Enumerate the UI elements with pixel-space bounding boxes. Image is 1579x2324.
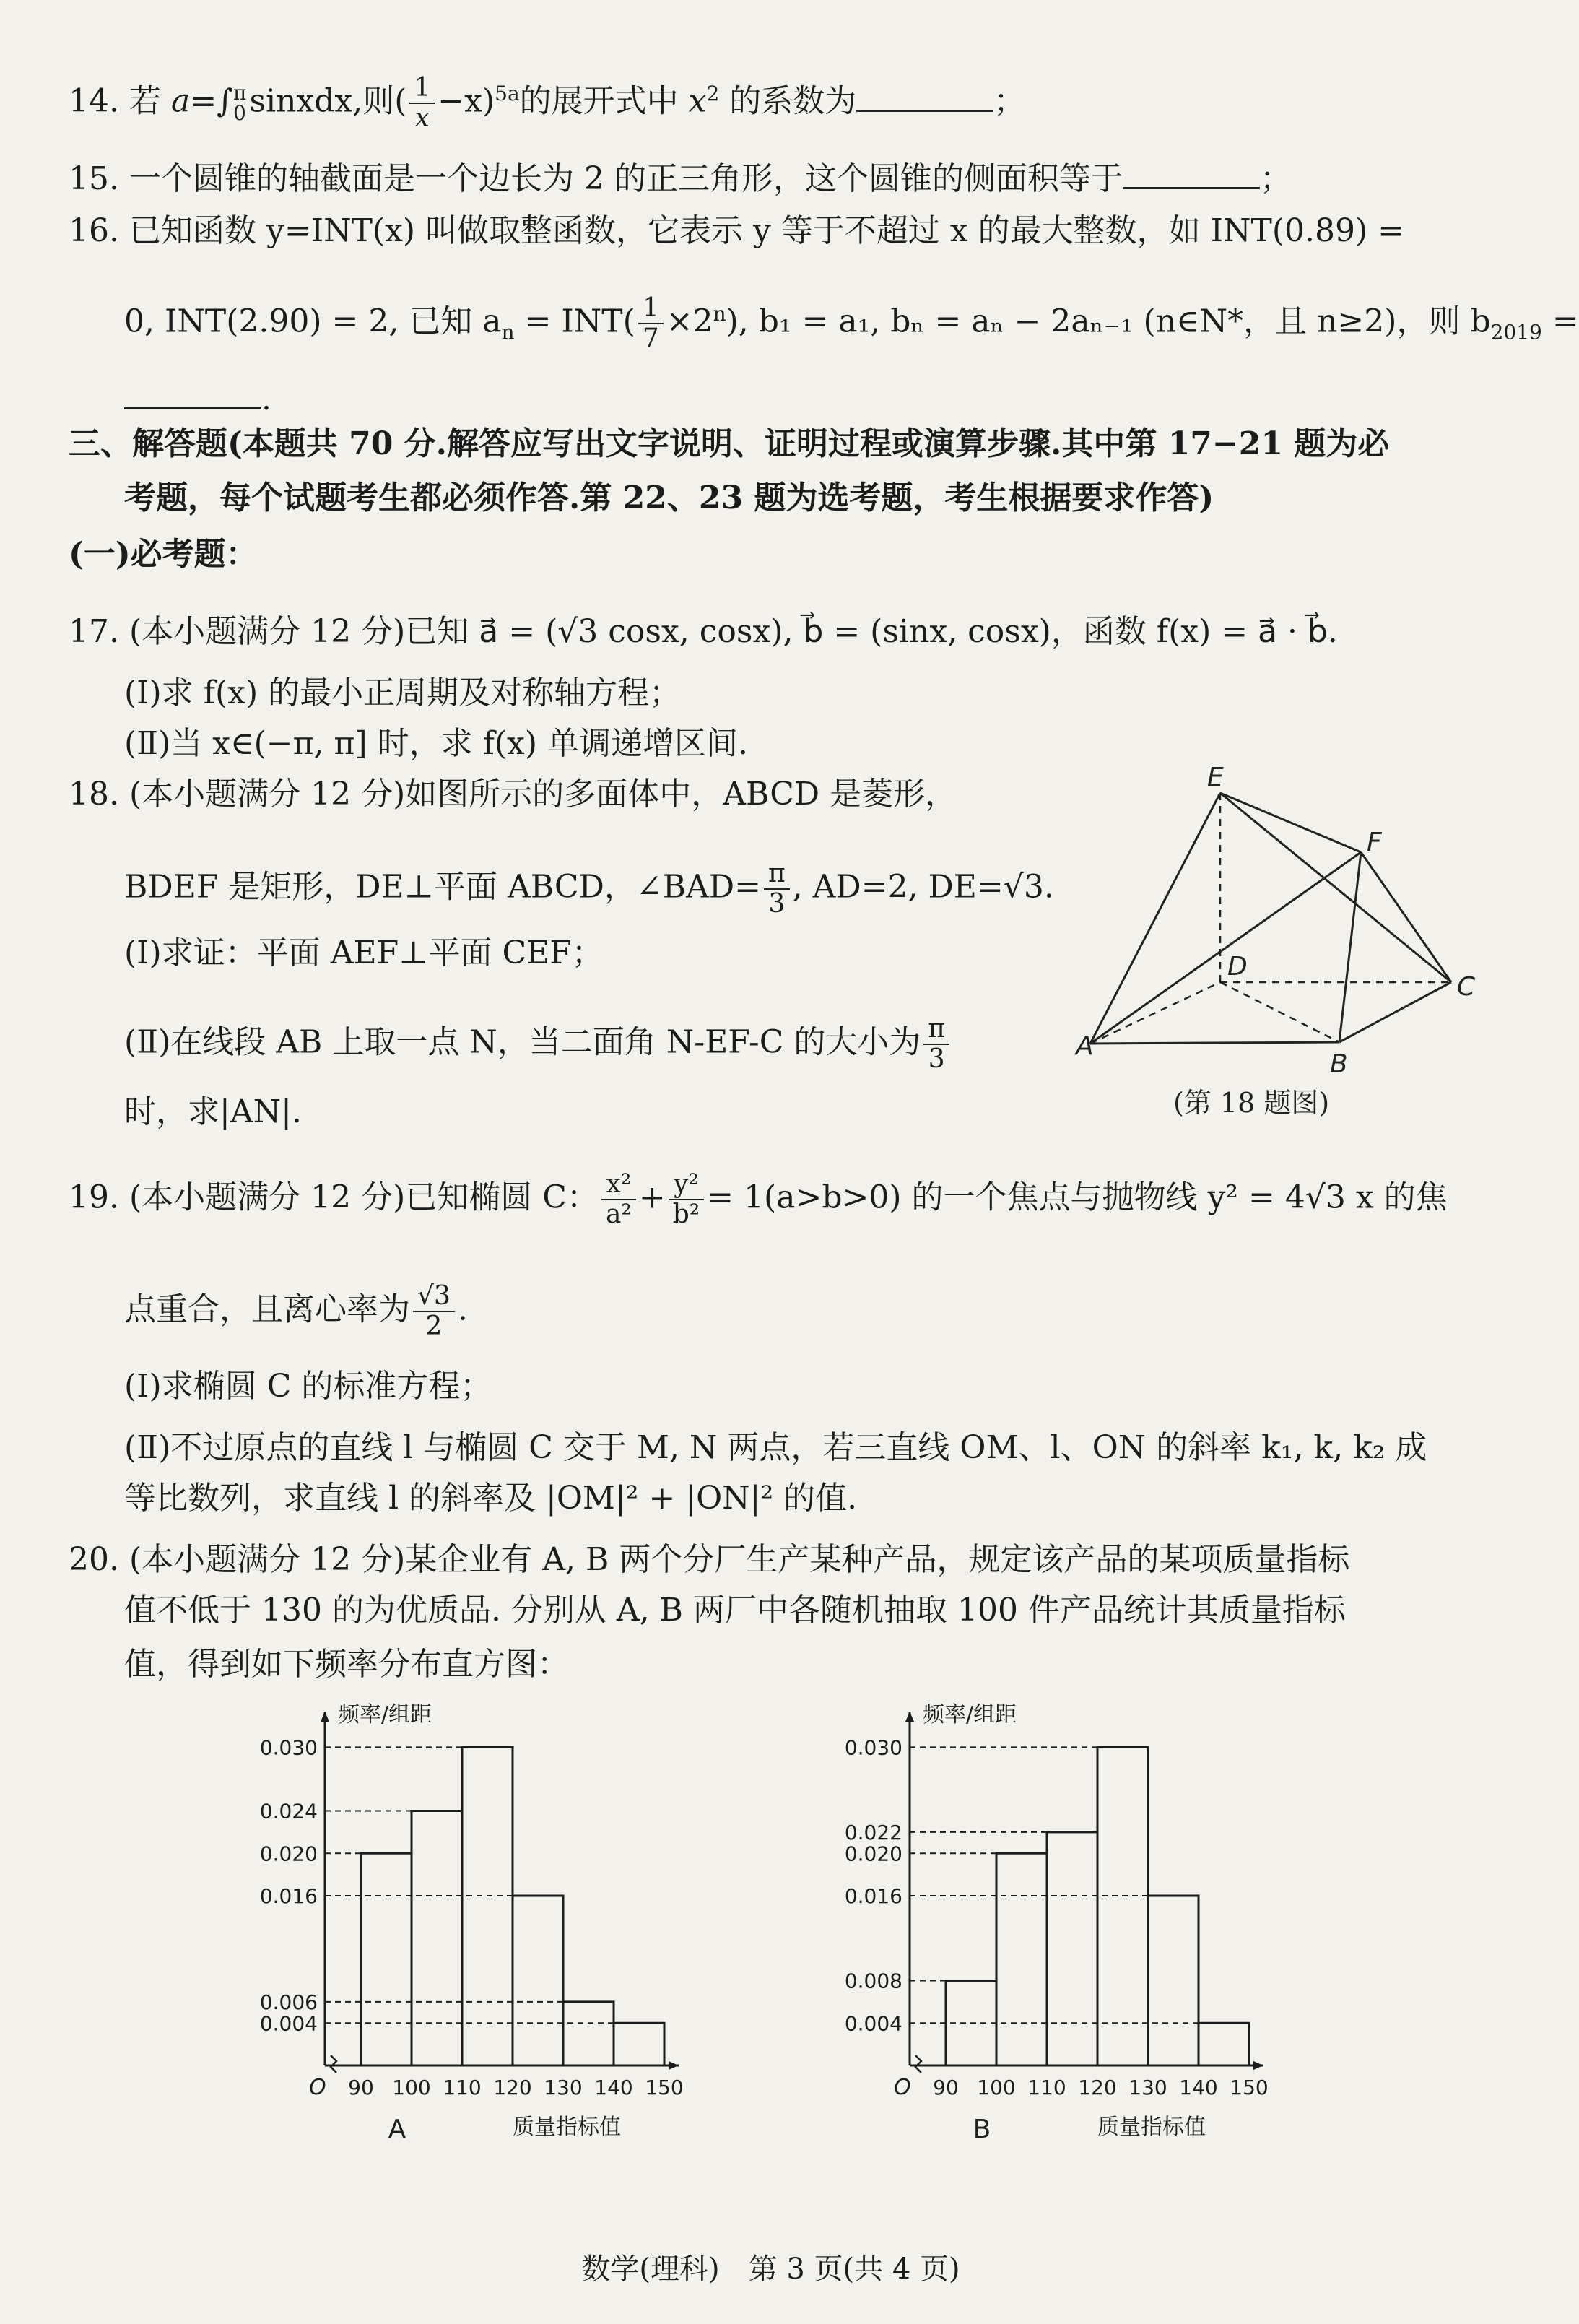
chart-title: A	[388, 2115, 406, 2144]
x-tick-label: 100	[977, 2076, 1016, 2099]
x-tick-label: 150	[645, 2076, 684, 2099]
question-20: 20. (本小题满分 12 分)某企业有 A, B 两个分厂生产某种产品，规定该产品的某项质量指标	[69, 1541, 1350, 1578]
question-19-line2: 点重合，且离心率为 $\frac{√3}{2}$ .	[124, 1281, 468, 1341]
question-18-part-1: (Ⅰ)求证：平面 AEF⊥平面 CEF；	[124, 935, 604, 971]
question-15: 15. 一个圆锥的轴截面是一个边长为 2 的正三角形，这个圆锥的侧面积等于 ；	[69, 155, 1292, 201]
histogram-bar	[1047, 1832, 1097, 2065]
histogram-bar	[1199, 2023, 1249, 2065]
origin-label: O	[309, 2075, 326, 2100]
question-18-line2: BDEF 是矩形，DE⊥平面 ABCD，∠BAD= $\frac{\pi}{3}$ , AD=2, DE=√3.	[124, 859, 1054, 919]
label-D: D	[1227, 952, 1248, 981]
fraction: $\frac{1}{7}$	[638, 294, 664, 353]
section-3-heading: 三、解答题(本题共 70 分.解答应写出文字说明、证明过程或演算步骤.其中第 17−21 题为必	[69, 425, 1390, 462]
label-B: B	[1330, 1049, 1348, 1079]
question-16-line2: 0, INT(2.90) = 2, 已知 $a_n = INT$( $\frac{1}{7}$ $\times 2^n$), b₁ = a₁, bₙ = aₙ − 2aₙ₋₁ (n∈N*，且 n≥2)，则 $b_{2019}$ =	[124, 293, 1579, 354]
label-F: F	[1367, 828, 1382, 857]
x-tick-label: 110	[443, 2076, 482, 2099]
answer-blank[interactable]	[856, 78, 993, 112]
section-3-heading-line2: 考题，每个试题考生都必须作答.第 22、23 题为选考题，考生根据要求作答)	[124, 480, 1214, 516]
question-19-part-2-line2: 等比数列，求直线 l 的斜率及 |OM|² + |ON|² 的值.	[124, 1480, 858, 1517]
part-1-heading: (一)必考题：	[69, 536, 258, 573]
edge-EC	[1220, 793, 1451, 982]
histogram-bar	[1148, 1896, 1199, 2065]
chart-title: B	[973, 2115, 991, 2144]
question-17: 17. (本小题满分 12 分)已知 a⃗ = (√3 cosx, cosx), b⃗ = (sinx, cosx)，函数 f(x) = a⃗ · b⃗.	[69, 613, 1338, 650]
edge-AE	[1090, 793, 1220, 1044]
y-tick-label: 0.016	[259, 1884, 318, 1908]
answer-blank[interactable]	[124, 376, 261, 409]
axis-break	[331, 2055, 336, 2073]
question-18-part-2-end: 时，求|AN|.	[124, 1093, 302, 1130]
edge-AB	[1090, 1042, 1339, 1044]
x-tick-label: 120	[1078, 2076, 1117, 2099]
y-tick-label: 0.016	[844, 1884, 902, 1908]
histogram-bar	[563, 2002, 614, 2065]
answer-blank[interactable]	[1123, 155, 1260, 189]
y-tick-label: 0.004	[259, 2011, 318, 2036]
histogram-B	[816, 1690, 1365, 2145]
edge-FC	[1361, 852, 1451, 982]
axis-break	[915, 2055, 921, 2073]
question-14: 14. 若 a=∫ π 0 sinxdx,则( $\frac{1}{x}$ −x)$^{5a}$的展开式中 $x^2$ 的系数为 ；	[69, 73, 1026, 134]
page-footer: 数学(理科) 第 3 页(共 4 页)	[581, 2253, 960, 2286]
x-tick-label: 130	[1128, 2076, 1167, 2099]
edge-BC	[1339, 982, 1451, 1042]
polyhedron-figure	[1076, 763, 1480, 1156]
x-axis-label: 质量指标值	[513, 2115, 621, 2140]
histogram-A	[231, 1690, 780, 2145]
question-18: 18. (本小题满分 12 分)如图所示的多面体中，ABCD 是菱形，	[69, 776, 957, 812]
y-tick-label: 0.030	[844, 1735, 902, 1760]
x-axis-arrow	[1253, 2061, 1263, 2070]
fraction: $\frac{\pi}{3}$	[923, 1015, 949, 1074]
x-tick-label: 110	[1027, 2076, 1066, 2099]
label-E: E	[1207, 763, 1224, 792]
y-tick-label: 0.020	[259, 1842, 318, 1866]
y-tick-label: 0.020	[844, 1842, 902, 1866]
question-19: 19. (本小题满分 12 分)已知椭圆 C： $\frac{\text{x²}}{\text{a²}}$ + $\frac{\text{y²}}{\text{b²}}$ = 1(a>b>0) 的一个焦点与抛物线 y² = 4√3 x 的焦	[69, 1169, 1448, 1229]
x-tick-label: 90	[348, 2076, 374, 2099]
fraction: $\frac{1}{x}$	[409, 74, 435, 133]
y-axis-arrow	[905, 1712, 914, 1722]
origin-label: O	[894, 2075, 911, 2100]
x-tick-label: 100	[392, 2076, 431, 2099]
x-tick-label: 140	[1179, 2076, 1218, 2099]
histogram-bar	[412, 1811, 462, 2066]
edge-DB	[1220, 982, 1339, 1042]
edge-FB	[1339, 852, 1361, 1042]
histogram-bar	[614, 2023, 664, 2065]
question-16-line3: .	[124, 376, 271, 421]
x-axis-label: 质量指标值	[1097, 2115, 1206, 2140]
x-tick-label: 130	[544, 2076, 583, 2099]
x-tick-label: 120	[493, 2076, 532, 2099]
y-tick-label: 0.008	[844, 1969, 902, 1993]
figure-caption: (第 18 题图)	[1173, 1087, 1330, 1119]
x-tick-label: 90	[933, 2076, 959, 2099]
question-19-part-1: (Ⅰ)求椭圆 C 的标准方程；	[124, 1368, 492, 1405]
question-20-line2: 值不低于 130 的为优质品. 分别从 A, B 两厂中各随机抽取 100 件产品统计其质量指标	[124, 1592, 1346, 1629]
question-17-part-1: (Ⅰ)求 f(x) 的最小正周期及对称轴方程；	[124, 675, 682, 711]
x-axis-arrow	[669, 2061, 679, 2070]
histogram-bar	[462, 1747, 513, 2065]
question-19-part-2: (Ⅱ)不过原点的直线 l 与椭圆 C 交于 M, N 两点，若三直线 OM、l、ON 的斜率 k₁, k, k₂ 成	[124, 1429, 1427, 1466]
fraction: $\frac{\text{x²}}{\text{a²}}$	[601, 1170, 636, 1229]
histogram-bar	[996, 1853, 1047, 2065]
histogram-bar	[1097, 1747, 1148, 2065]
edge-AF	[1090, 852, 1361, 1044]
y-tick-label: 0.022	[844, 1820, 902, 1844]
label-A: A	[1076, 1031, 1094, 1061]
y-axis-label: 频率/组距	[923, 1702, 1017, 1727]
y-tick-label: 0.024	[259, 1799, 318, 1824]
fraction: $\frac{\pi}{3}$	[764, 859, 790, 919]
edge-AD	[1090, 982, 1220, 1044]
question-17-part-2: (Ⅱ)当 x∈(−π, π] 时，求 f(x) 单调递增区间.	[124, 725, 748, 762]
y-axis-label: 频率/组距	[338, 1702, 432, 1727]
label-C: C	[1457, 972, 1476, 1002]
question-20-line3: 值，得到如下频率分布直方图：	[124, 1646, 569, 1683]
edge-EF	[1220, 793, 1361, 852]
question-16: 16. 已知函数 y=INT(x) 叫做取整函数，它表示 y 等于不超过 x 的最大整数，如 INT(0.89) =	[69, 212, 1405, 249]
histogram-bar	[513, 1896, 563, 2065]
y-axis-arrow	[321, 1712, 329, 1722]
x-tick-label: 150	[1230, 2076, 1269, 2099]
y-tick-label: 0.006	[259, 1990, 318, 2014]
fraction: $\frac{√3}{2}$	[413, 1282, 455, 1341]
histogram-bar	[361, 1853, 412, 2065]
y-tick-label: 0.030	[259, 1735, 318, 1760]
fraction: $\frac{\text{y²}}{\text{b²}}$	[669, 1170, 704, 1229]
x-tick-label: 140	[594, 2076, 633, 2099]
y-tick-label: 0.004	[844, 2011, 902, 2036]
question-18-part-2: (Ⅱ)在线段 AB 上取一点 N，当二面角 N-EF-C 的大小为 $\frac{\pi}{3}$	[124, 1015, 952, 1074]
